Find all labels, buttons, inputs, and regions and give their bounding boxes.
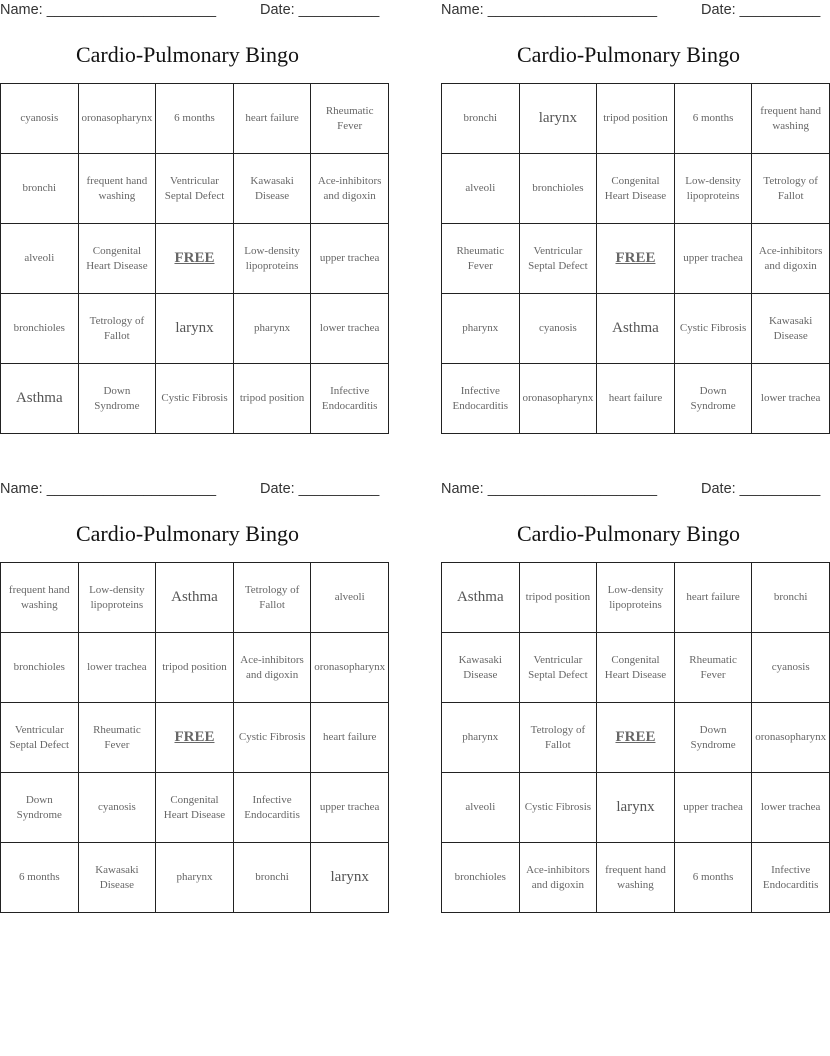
free-space: FREE (156, 703, 234, 773)
bingo-cell: Tetrology of Fallot (233, 563, 311, 633)
bingo-cell: bronchioles (519, 154, 597, 224)
bingo-cell: Kawasaki Disease (78, 843, 156, 913)
bingo-cell: Rheumatic Fever (674, 633, 752, 703)
bingo-cell: Rheumatic Fever (442, 224, 520, 294)
bingo-cell: heart failure (311, 703, 389, 773)
bingo-cell: upper trachea (311, 224, 389, 294)
bingo-cell: larynx (597, 773, 675, 843)
card-title: Cardio-Pulmonary Bingo (516, 42, 741, 67)
bingo-cell: Kawasaki Disease (442, 633, 520, 703)
bingo-cell: alveoli (311, 563, 389, 633)
bingo-cell: Infective Endocarditis (311, 364, 389, 434)
bingo-cell: Down Syndrome (78, 364, 156, 434)
bingo-cell: Low-density lipoproteins (674, 154, 752, 224)
bingo-cell: Rheumatic Fever (311, 84, 389, 154)
bingo-cell: larynx (311, 843, 389, 913)
bingo-cell: larynx (156, 294, 234, 364)
bingo-cell: tripod position (597, 84, 675, 154)
bingo-cell: heart failure (674, 563, 752, 633)
bingo-cell: Ventricular Septal Defect (1, 703, 79, 773)
bingo-cell: pharynx (442, 703, 520, 773)
bingo-cell: alveoli (442, 773, 520, 843)
bingo-cell: 6 months (156, 84, 234, 154)
bingo-cell: cyanosis (752, 633, 830, 703)
bingo-card (441, 479, 827, 914)
bingo-cell: bronchi (752, 563, 830, 633)
bingo-row (1, 843, 389, 913)
bingo-cell: lower trachea (752, 773, 830, 843)
bingo-cell: lower trachea (78, 633, 156, 703)
bingo-row (442, 563, 830, 633)
bingo-cell: tripod position (233, 364, 311, 434)
bingo-row (442, 633, 830, 703)
date-field: Date: __________ (260, 481, 380, 497)
bingo-card (441, 0, 823, 435)
bingo-cell: Cystic Fibrosis (233, 703, 311, 773)
card-title: Cardio-Pulmonary Bingo (75, 42, 300, 67)
bingo-row (1, 224, 389, 294)
bingo-row (442, 773, 830, 843)
name-field: Name: _____________________ (0, 481, 217, 497)
bingo-row (1, 633, 389, 703)
bingo-cell: Low-density lipoproteins (597, 563, 675, 633)
bingo-cell: pharynx (233, 294, 311, 364)
bingo-cell: Infective Endocarditis (442, 364, 520, 434)
bingo-cell: bronchi (233, 843, 311, 913)
bingo-cell: upper trachea (311, 773, 389, 843)
free-space: FREE (597, 703, 675, 773)
bingo-cell: Asthma (442, 563, 520, 633)
card-title: Cardio-Pulmonary Bingo (75, 521, 300, 546)
bingo-row (1, 154, 389, 224)
bingo-cell: 6 months (674, 84, 752, 154)
bingo-cell: Congenital Heart Disease (597, 633, 675, 703)
bingo-cell: Tetrology of Fallot (519, 703, 597, 773)
date-field: Date: __________ (701, 2, 821, 18)
bingo-cell: Infective Endocarditis (752, 843, 830, 913)
bingo-cell: lower trachea (311, 294, 389, 364)
bingo-cell: heart failure (233, 84, 311, 154)
bingo-cell: Ventricular Septal Defect (156, 154, 234, 224)
bingo-row (1, 364, 389, 434)
bingo-cell: larynx (519, 84, 597, 154)
bingo-cell: Low-density lipoproteins (233, 224, 311, 294)
bingo-cell: Cystic Fibrosis (519, 773, 597, 843)
bingo-cell: tripod position (156, 633, 234, 703)
bingo-cell: heart failure (597, 364, 675, 434)
bingo-cell: upper trachea (674, 773, 752, 843)
bingo-card (0, 0, 382, 435)
bingo-cell: Down Syndrome (674, 703, 752, 773)
bingo-cell: Cystic Fibrosis (156, 364, 234, 434)
bingo-cell: upper trachea (674, 224, 752, 294)
bingo-cell: Cystic Fibrosis (674, 294, 752, 364)
bingo-cell: Congenital Heart Disease (156, 773, 234, 843)
bingo-cell: frequent hand washing (1, 563, 79, 633)
date-field: Date: __________ (701, 481, 821, 497)
bingo-row (1, 563, 389, 633)
bingo-row (442, 294, 830, 364)
name-date-row (0, 2, 380, 20)
bingo-cell: Kawasaki Disease (752, 294, 830, 364)
bingo-grid (0, 83, 389, 434)
bingo-cell: oronasopharynx (752, 703, 830, 773)
bingo-cell: frequent hand washing (78, 154, 156, 224)
bingo-cell: Down Syndrome (1, 773, 79, 843)
free-space: FREE (597, 224, 675, 294)
date-field: Date: __________ (260, 2, 380, 18)
bingo-cell: 6 months (674, 843, 752, 913)
bingo-cell: Rheumatic Fever (78, 703, 156, 773)
bingo-row (1, 294, 389, 364)
bingo-cell: bronchi (442, 84, 520, 154)
bingo-cell: Congenital Heart Disease (597, 154, 675, 224)
bingo-cell: frequent hand washing (752, 84, 830, 154)
bingo-row (442, 154, 830, 224)
bingo-cell: Ventricular Septal Defect (519, 224, 597, 294)
bingo-cell: oronasopharynx (311, 633, 389, 703)
bingo-row (1, 773, 389, 843)
card-title: Cardio-Pulmonary Bingo (516, 521, 741, 546)
bingo-cell: Asthma (597, 294, 675, 364)
bingo-cell: alveoli (442, 154, 520, 224)
name-field: Name: _____________________ (441, 2, 658, 18)
bingo-cell: bronchi (1, 154, 79, 224)
name-date-row (0, 481, 380, 499)
bingo-cell: oronasopharynx (78, 84, 156, 154)
bingo-cell: pharynx (442, 294, 520, 364)
bingo-card (0, 479, 386, 914)
name-field: Name: _____________________ (0, 2, 217, 18)
bingo-row (442, 843, 830, 913)
free-space: FREE (156, 224, 234, 294)
bingo-cell: Tetrology of Fallot (78, 294, 156, 364)
bingo-cell: pharynx (156, 843, 234, 913)
bingo-cell: lower trachea (752, 364, 830, 434)
bingo-row (442, 364, 830, 434)
bingo-cell: Ace-inhibitors and digoxin (752, 224, 830, 294)
bingo-cell: Infective Endocarditis (233, 773, 311, 843)
bingo-row (1, 84, 389, 154)
bingo-cell: alveoli (1, 224, 79, 294)
name-field: Name: _____________________ (441, 481, 658, 497)
bingo-cell: Ace-inhibitors and digoxin (233, 633, 311, 703)
bingo-cell: Kawasaki Disease (233, 154, 311, 224)
bingo-cell: bronchioles (1, 633, 79, 703)
bingo-cell: frequent hand washing (597, 843, 675, 913)
bingo-row (442, 84, 830, 154)
bingo-cell: Congenital Heart Disease (78, 224, 156, 294)
bingo-cell: oronasopharynx (519, 364, 597, 434)
bingo-cell: cyanosis (78, 773, 156, 843)
bingo-grid (441, 562, 830, 913)
bingo-grid (0, 562, 389, 913)
bingo-cell: Ventricular Septal Defect (519, 633, 597, 703)
bingo-row (442, 703, 830, 773)
bingo-cell: Asthma (1, 364, 79, 434)
name-date-row (441, 2, 821, 20)
bingo-cell: cyanosis (519, 294, 597, 364)
bingo-cell: Ace-inhibitors and digoxin (519, 843, 597, 913)
bingo-grid (441, 83, 830, 434)
bingo-row (442, 224, 830, 294)
bingo-cell: tripod position (519, 563, 597, 633)
bingo-cell: Ace-inhibitors and digoxin (311, 154, 389, 224)
bingo-cell: bronchioles (1, 294, 79, 364)
bingo-cell: cyanosis (1, 84, 79, 154)
bingo-cell: bronchioles (442, 843, 520, 913)
bingo-cell: Low-density lipoproteins (78, 563, 156, 633)
bingo-cell: Asthma (156, 563, 234, 633)
bingo-cell: Down Syndrome (674, 364, 752, 434)
bingo-cell: 6 months (1, 843, 79, 913)
bingo-cell: Tetrology of Fallot (752, 154, 830, 224)
name-date-row (441, 481, 821, 499)
bingo-row (1, 703, 389, 773)
